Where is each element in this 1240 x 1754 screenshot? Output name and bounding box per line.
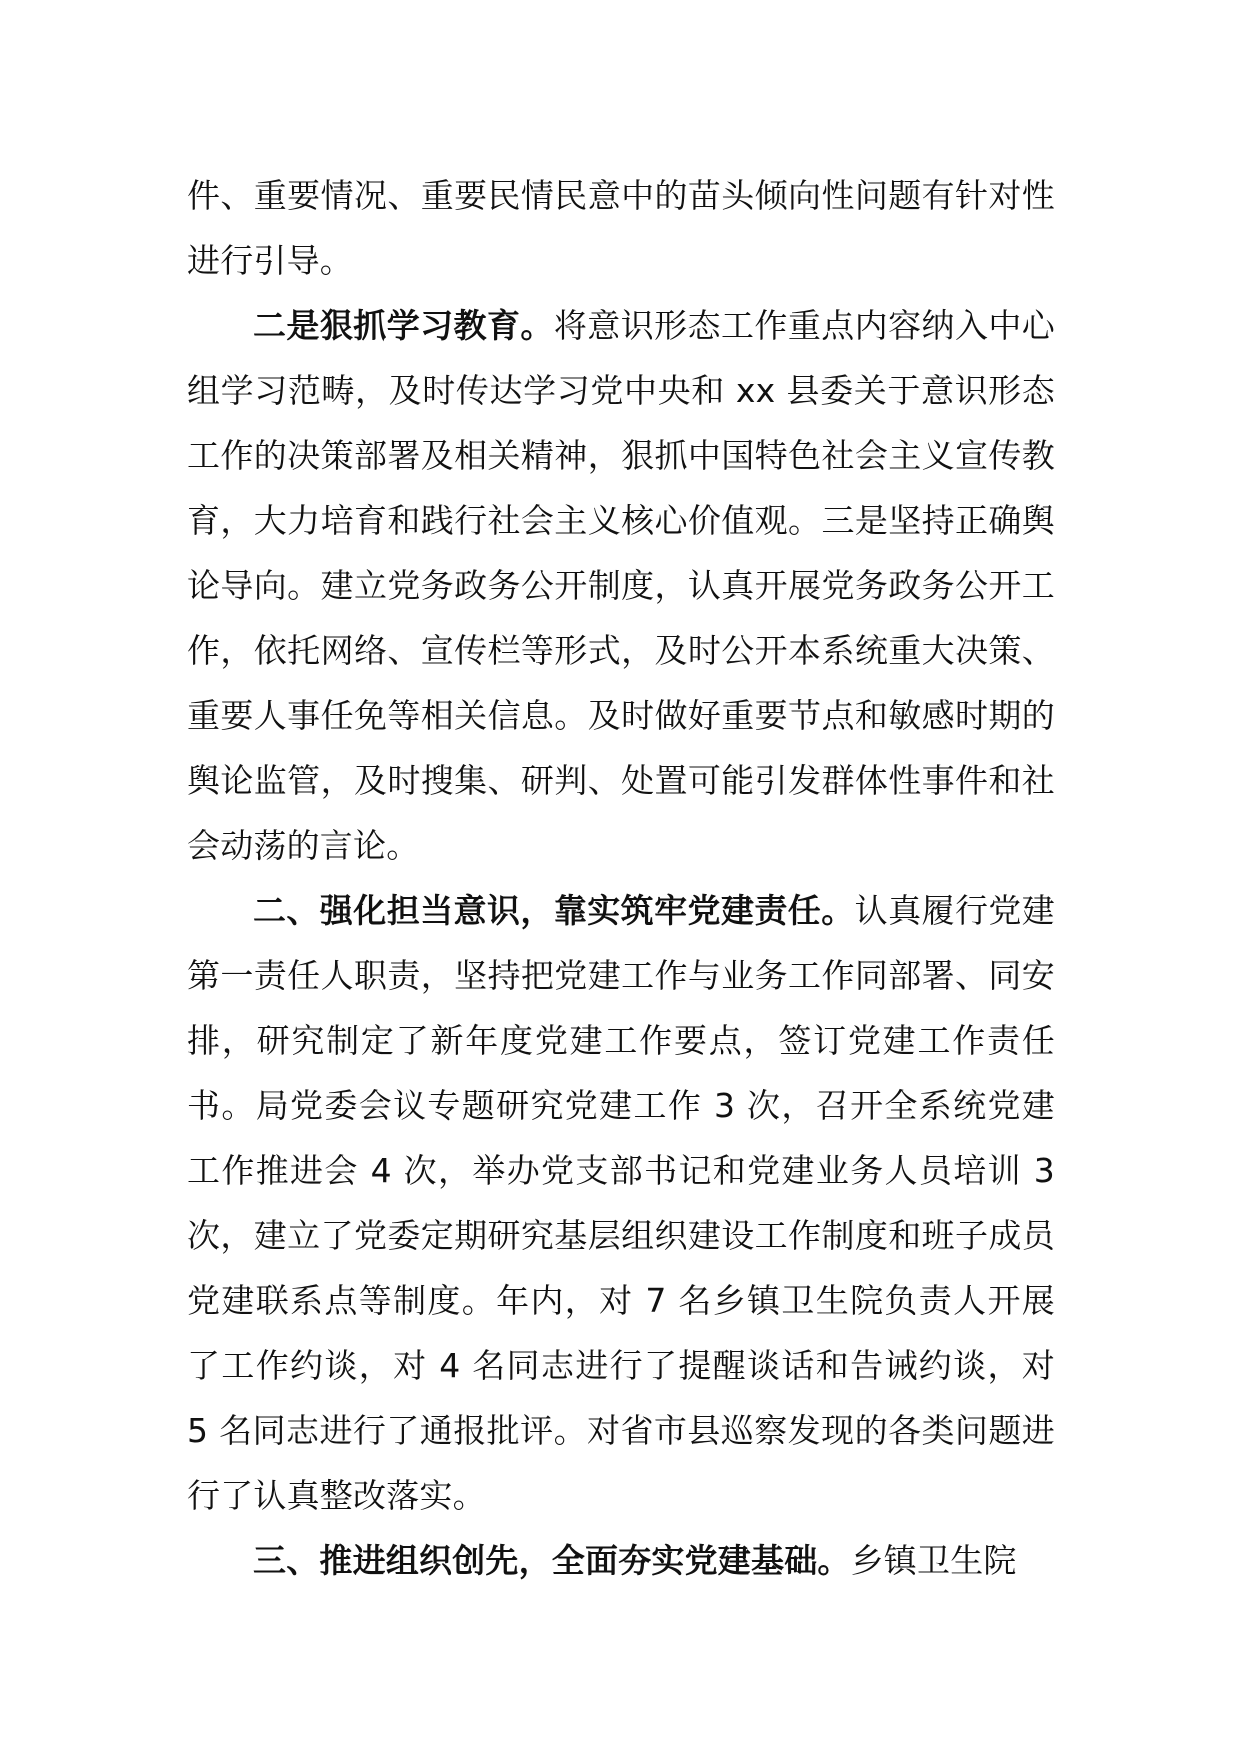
paragraph-3 <box>187 878 1055 1528</box>
paragraph-4-heading: 三、推进组织创先，全面夯实党建基础。 <box>253 1541 851 1580</box>
paragraph-3-heading: 二、强化担当意识，靠实筑牢党建责任。 <box>253 891 855 930</box>
paragraph-3-text: 认真履行党建第一责任人职责，坚持把党建工作与业务工作同部署、同安排，研究制定了新年度党建工作要点，签订党建工作责任书。局党委会议专题研究党建工作 3 次，召开全系统党建工作推进会 4 次，举办党支部书记和党建业务人员培训 3 次，建立了党委定期研究基层组织建设工作制度和班子成员党建联系点等制度。年内，对 7 名乡镇卫生院负责人开展了工作约谈，对 4 名同志进行了提醒谈话和告诫约谈，对 5 名同志进行了通报批评。对省市县巡察发现的各类问题进行了认真整改落实。 <box>187 891 1055 1515</box>
paragraph-2-text: 将意识形态工作重点内容纳入中心组学习范畴，及时传达学习党中央和 xx 县委关于意识形态工作的决策部署及相关精神，狠抓中国特色社会主义宣传教育，大力培育和践行社会主义核心价值观。三是坚持正确舆论导向。建立党务政务公开制度，认真开展党务政务公开工作，依托网络、宣传栏等形式，及时公开本系统重大决策、重要人事任免等相关信息。及时做好重要节点和敏感时期的舆论监管，及时搜集、研判、处置可能引发群体性事件和社会动荡的言论。 <box>187 306 1056 865</box>
paragraph-4 <box>187 1528 1055 1593</box>
paragraph-1-text: 件、重要情况、重要民情民意中的苗头倾向性问题有针对性进行引导。 <box>187 176 1055 280</box>
paragraph-1 <box>187 163 1055 293</box>
document-body <box>187 163 1055 1593</box>
paragraph-2-heading: 二是狠抓学习教育。 <box>253 306 554 345</box>
paragraph-2 <box>187 293 1055 878</box>
paragraph-4-text: 乡镇卫生院 <box>850 1541 1017 1580</box>
